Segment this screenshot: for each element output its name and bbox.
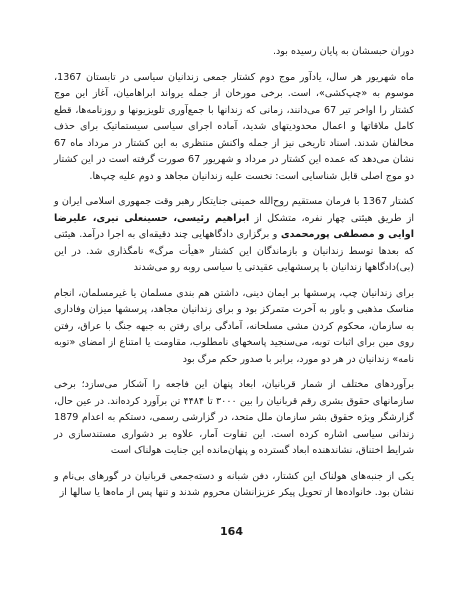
- paragraph-victim-estimates: برآوردهای مختلف از شمار قربانیان، ابعاد پنهان این فاجعه را آشکار می‌سازد؛ برخی سازمانهای حقوق بشری رقم قربانیان را بین ۳۰۰۰ تا ۴۴۸۴ تن برآورد کرده‌اند. در عین حال، گزارشگر ویژه حقوق بشر سازمان ملل متحد، در گزارشی رسمی، دستکم به اعدام 1879 زندانی سیاسی اشاره کرده است. این تفاوت آمار، علاوه بر دشواری مستندسازی در شرایط اختناق، نشاندهنده ابعاد گسترده و پنهان‌مانده این جنایت هولناک است: [54, 379, 414, 456]
- death-commission-members: ابراهیم رئیسی، حسینعلی نیری، علیرضا اوایی و مصطفی پورمحمدی: [54, 212, 414, 240]
- paragraph-gap: [54, 277, 414, 286]
- death-commission-text-start: کشتار 1367 با فرمان مستقیم روح‌الله خمینی جنایتکار رهبر وقت جمهوری اسلامی ایران و از طریق هیئتی چهار نفره، متشکل از: [54, 196, 415, 224]
- death-commission-text-end: و برگزاری دادگاههایی چند دقیقه‌ای به اجرا درآمد. هیئتی که بعدها توسط زندانیان و بازماندگان این کشتار «هیأت مرگ» نامگذاری شد. در این (بی)دادگاهها زندانیان با پرسشهایی عقیدتی یا سیاسی روبه رو می‌شدند: [54, 229, 414, 273]
- paragraph-gap: [54, 185, 414, 194]
- paragraph-death-commission: [54, 194, 414, 277]
- paragraph-end-of-sentence: دوران حبسشان به پایان رسیده بود.: [272, 46, 414, 57]
- paragraph-interrogation-questions: برای زندانیان چپ، پرسشها بر ایمان دینی، داشتن هم بندی مسلمان یا غیرمسلمان، انجام مناسک مذهبی و باور به آخرت متمرکز بود و برای زندانیان مجاهد، پرسشها میزان وفاداری به سازمان، محکوم کردن مشی مسلحانه، آمادگی برای رفتن به جبهه جنگ با عراق، رفتن روی مین برای اثبات توبه، می‌سنجید پاسخهای نامطلوب، مقاومت یا امتناع از امضای «توبه نامه» زندانیان در هر دو مورد، برابر با صدور حکم مرگ بود: [54, 287, 414, 365]
- paragraph-second-wave-intro: ماه شهریور هر سال، یادآور موج دوم کشتار جمعی زندانیان سیاسی در تابستان 1367، موسوم به «چپ‌کشی»، است. برخی مورخان از جمله یرواند ابراهامیان، آغاز این موج کشتار را اواخر تیر 67 می‌دانند، زمانی که زندانها با جمع‌آوری تلویزیونها و روزنامه‌ها، قطع کامل ملاقاتها و اعمال محدودیتهای شدید، آماده اجرای سیاسی سیستماتیک برای حذف مخالفان شدند. اسناد تاریخی نیز از جمله واکنش منتظری به این کشتار در مرداد ماه 67 نشان می‌دهد که عمده این کشتار در مرداد و شهریور 67 صورت گرفته است در این کشتار دو موج اصلی قابل شناسایی است: نخست علیه زندانیان مجاهد و دوم علیه چپ‌ها.: [54, 71, 414, 182]
- paragraph-gap: [54, 368, 414, 377]
- paragraph-gap: [54, 61, 414, 70]
- page-number: 164: [220, 525, 243, 538]
- paragraph-gap: [54, 460, 414, 469]
- page-body: [54, 44, 414, 502]
- paragraph-mass-graves: یکی از جنبه‌های هولناک این کشتار، دفن شبانه و دسته‌جمعی قربانیان در گورهای بی‌نام و نشان بود. خانواده‌ها از تحویل پیکر عزیزانشان محروم شدند و تنها پس از ماه‌ها یا سالها از: [54, 470, 414, 498]
